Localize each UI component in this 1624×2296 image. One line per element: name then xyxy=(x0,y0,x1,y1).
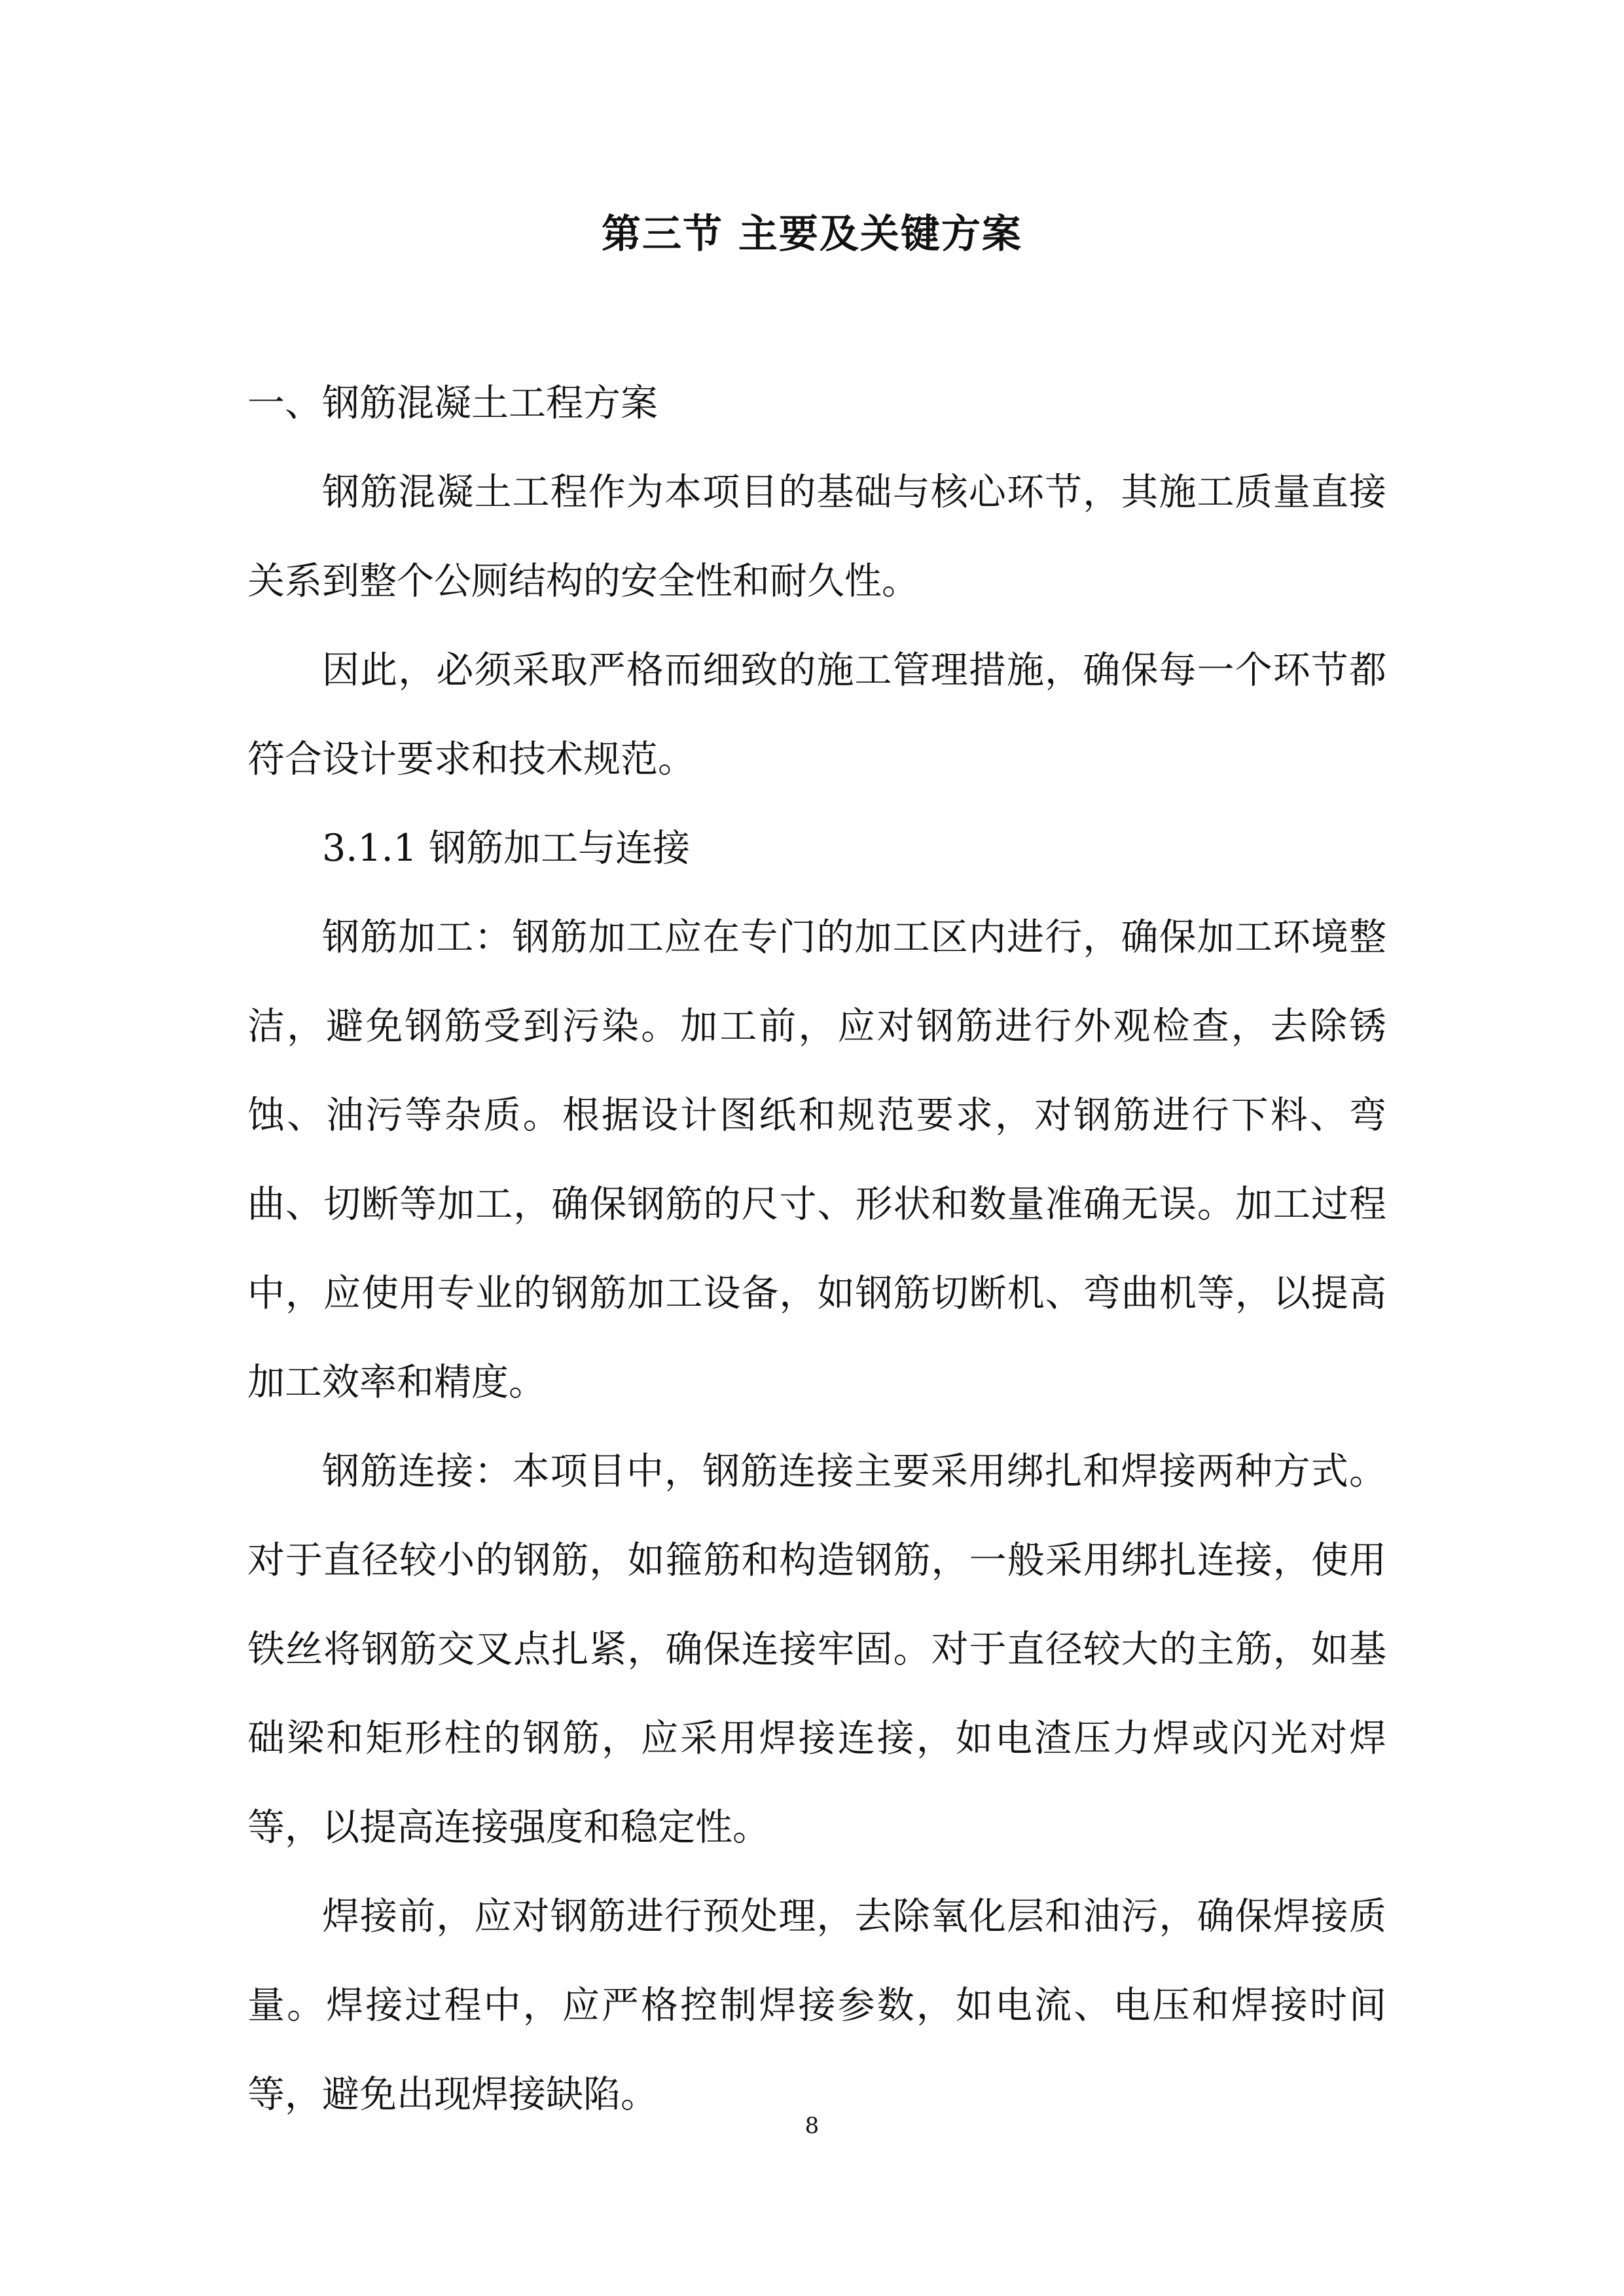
paragraph-rebar-connection: 钢筋连接：本项目中，钢筋连接主要采用绑扎和焊接两种方式。对于直径较小的钢筋，如箍筋和构造钢筋，一般采用绑扎连接，使用铁丝将钢筋交叉点扎紧，确保连接牢固。对于直径较大的主筋，如基础梁和矩形柱的钢筋，应采用焊接连接，如电渣压力焊或闪光对焊等，以提高连接强度和稳定性。 xyxy=(247,1450,1386,1849)
document-body xyxy=(247,359,1386,2139)
subsection-heading: 3.1.1 钢筋加工与连接 xyxy=(322,827,691,870)
page-title: 第三节 主要及关键方案 xyxy=(602,211,1022,257)
paragraph-management: 因此，必须采取严格而细致的施工管理措施，确保每一个环节都符合设计要求和技术规范。 xyxy=(247,649,1386,781)
paragraph-welding: 焊接前，应对钢筋进行预处理，去除氧化层和油污，确保焊接质量。焊接过程中，应严格控制焊接参数，如电流、电压和焊接时间等，避免出现焊接缺陷。 xyxy=(247,1895,1386,2116)
page-number: 8 xyxy=(804,2113,820,2139)
paragraph-intro: 钢筋混凝土工程作为本项目的基础与核心环节，其施工质量直接关系到整个公厕结构的安全性和耐久性。 xyxy=(247,471,1386,603)
section-heading: 一、钢筋混凝土工程方案 xyxy=(247,382,658,425)
paragraph-rebar-processing: 钢筋加工：钢筋加工应在专门的加工区内进行，确保加工环境整洁，避免钢筋受到污染。加工前，应对钢筋进行外观检查，去除锈蚀、油污等杂质。根据设计图纸和规范要求，对钢筋进行下料、弯曲、切断等加工，确保钢筋的尺寸、形状和数量准确无误。加工过程中，应使用专业的钢筋加工设备，如钢筋切断机、弯曲机等，以提高加工效率和精度。 xyxy=(247,916,1386,1404)
